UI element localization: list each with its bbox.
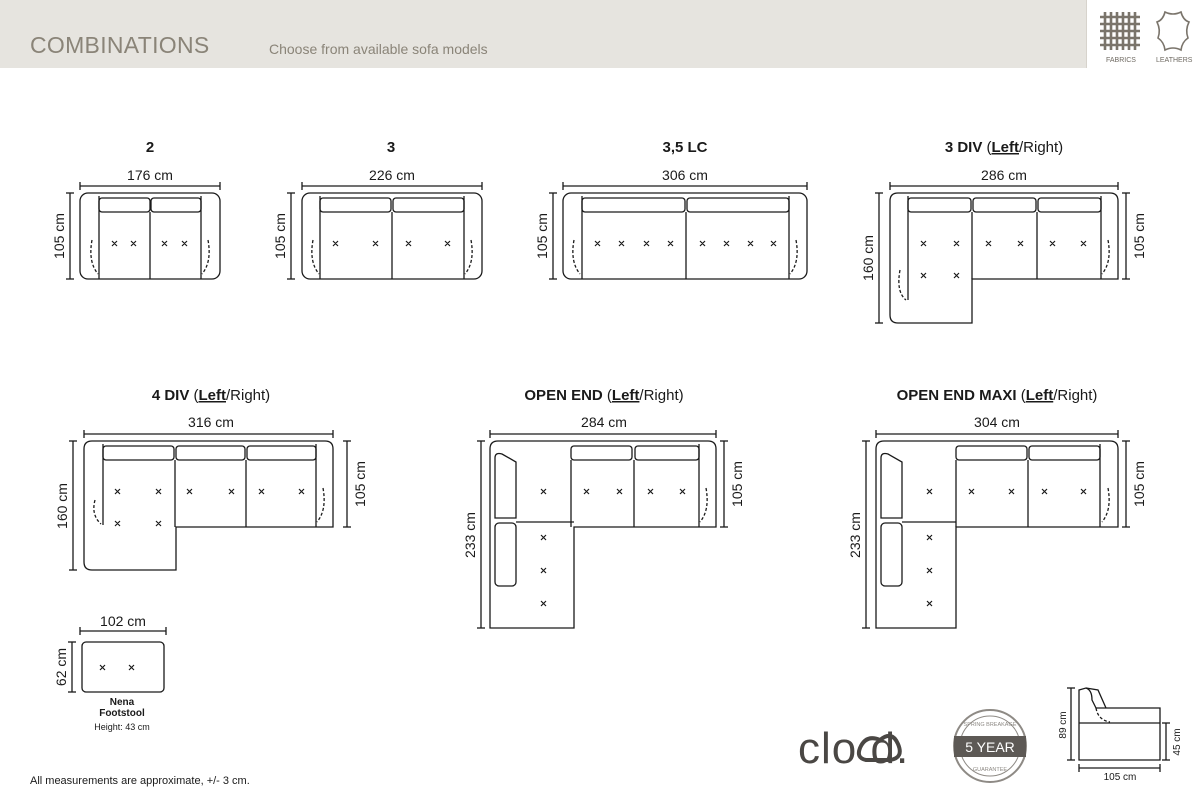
width-4-div: 316 cm: [188, 414, 234, 430]
cloud-logo-text: clo d.: [798, 724, 910, 773]
model-title-open-end: OPEN END (Left/Right): [524, 387, 684, 404]
width-3: 226 cm: [369, 167, 415, 183]
width-open-end: 284 cm: [581, 414, 627, 430]
model-title-3-5-lc: 3,5 LC: [662, 139, 708, 156]
width-3-div: 286 cm: [981, 167, 1027, 183]
sofa-3-div: [875, 182, 1130, 323]
sofa-3-5-lc: [549, 182, 807, 279]
side-height: 89 cm: [1058, 711, 1069, 739]
sofa-3: [287, 182, 482, 279]
width-footstool: 102 cm: [100, 613, 146, 629]
badge-top-text: SPRING BREAKAGE: [963, 722, 1017, 728]
depth-3-5-lc: 105 cm: [534, 213, 550, 259]
depth-right-4-div: 105 cm: [352, 461, 368, 507]
depth-left-open-end: 233 cm: [462, 512, 478, 558]
footstool-height: Height: 43 cm: [94, 722, 150, 732]
depth-3: 105 cm: [272, 213, 288, 259]
depth-2: 105 cm: [51, 213, 67, 259]
side-seat-height: 45 cm: [1172, 728, 1183, 756]
sofa-open-end-maxi: [862, 430, 1130, 628]
depth-left-open-end-maxi: 233 cm: [847, 512, 863, 558]
sofa-4-div: [69, 430, 351, 570]
model-title-4-div: 4 DIV (Left/Right): [151, 387, 271, 404]
guarantee-badge: [954, 710, 1026, 782]
depth-footstool: 62 cm: [53, 647, 69, 687]
model-title-2: 2: [145, 139, 155, 156]
sofa-2: [66, 182, 220, 279]
sofa-side-view: [1067, 688, 1170, 772]
width-open-end-maxi: 304 cm: [974, 414, 1020, 430]
leathers-label: LEATHERS: [1156, 57, 1193, 64]
footstool-name: Nena: [109, 697, 135, 708]
badge-bottom-text: GUARANTEE: [972, 767, 1008, 773]
page-title: COMBINATIONS: [30, 32, 210, 58]
depth-right-open-end-maxi: 105 cm: [1131, 461, 1147, 507]
model-title-3-div: 3 DIV (Left/Right): [944, 139, 1064, 156]
depth-right-open-end: 105 cm: [729, 461, 745, 507]
side-depth: 105 cm: [1103, 772, 1137, 783]
model-title-3: 3: [386, 139, 396, 156]
footstool-type: Footstool: [99, 708, 145, 719]
fabrics-label: FABRICS: [1106, 57, 1136, 64]
depth-left-4-div: 160 cm: [54, 483, 70, 529]
depth-right-3-div: 105 cm: [1131, 213, 1147, 259]
sofa-open-end: [477, 430, 728, 628]
width-3-5-lc: 306 cm: [662, 167, 708, 183]
width-2: 176 cm: [127, 167, 173, 183]
model-title-open-end-maxi: OPEN END MAXI (Left/Right): [896, 387, 1098, 404]
cloud-logo: [798, 724, 909, 773]
measurement-note: All measurements are approximate, +/- 3 cm.: [30, 775, 250, 787]
nena-footstool: [68, 627, 166, 692]
badge-main-text: 5 YEAR: [965, 739, 1015, 755]
page-subtitle: Choose from available sofa models: [269, 41, 488, 57]
tufting-markers: [100, 241, 1086, 670]
depth-left-3-div: 160 cm: [860, 235, 876, 281]
